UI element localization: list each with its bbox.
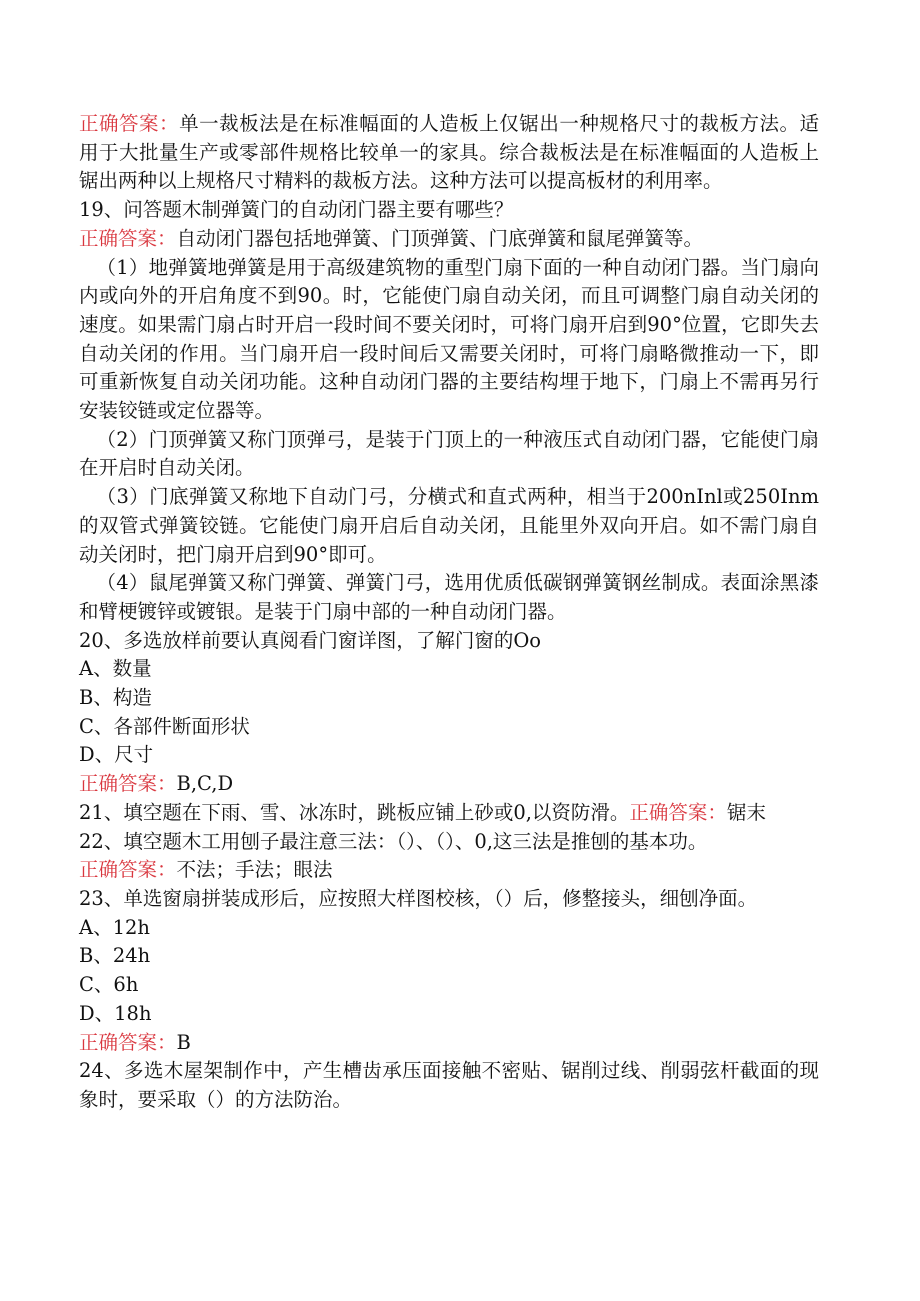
answer-label: 正确答案： xyxy=(79,772,177,796)
answer-label: 正确答案： xyxy=(79,858,177,882)
q19-answer xyxy=(79,225,819,254)
q24-question: 24、多选木屋架制作中，产生槽齿承压面接触不密贴、锯削过线、削弱弦杆截面的现象时，要采取（）的方法防治。 xyxy=(79,1059,819,1111)
q19-point-1: （1）地弹簧地弹簧是用于高级建筑物的重型门扇下面的一种自动闭门器。当门扇向内或向外的开启角度不到90。时，它能使门扇自动关闭，而且可调整门扇自动关闭的速度。如果需门扇占时开启一段时间不要关闭时，可将门扇开启到90°位置，它即失去自动关闭的作用。当门扇开启一段时间后又需要关闭时，可将门扇略微推动一下，即可重新恢复自动关闭功能。这种自动闭门器的主要结构埋于地下，门扇上不需再另行安装铰链或定位器等。 xyxy=(79,255,819,423)
answer-text: 单一裁板法是在标准幅面的人造板上仅锯出一种规格尺寸的裁板方法。适用于大批量生产或零部件规格比较单一的家具。综合裁板法是在标准幅面的人造板上锯出两种以上规格尺寸精料的裁板方法。这种方法可以提高板材的利用率。 xyxy=(79,112,819,193)
q19-point-4: （4）鼠尾弹簧又称门弹簧、弹簧门弓，选用优质低碳钢弹簧钢丝制成。表面涂黑漆和臂梗镀锌或镀银。是装于门扇中部的一种自动闭门器。 xyxy=(79,571,819,623)
document-page xyxy=(79,110,819,1115)
q20-option-b: B、构造 xyxy=(79,686,152,710)
q23-option-d: D、18h xyxy=(79,1001,152,1025)
answer-text: B xyxy=(176,1030,191,1054)
q23-answer xyxy=(79,1029,819,1058)
q20-question: 20、多选放样前要认真阅看门窗详图，了解门窗的Oo xyxy=(79,628,542,652)
q21-item xyxy=(79,799,819,828)
answer-text: 不法；手法；眼法 xyxy=(176,858,333,882)
q19-question: 19、问答题木制弹簧门的自动闭门器主要有哪些？ xyxy=(79,198,514,222)
q18-answer xyxy=(79,110,819,196)
q20-option-d: D、尺寸 xyxy=(79,743,154,767)
q19-point-3: （3）门底弹簧又称地下自动门弓，分横式和直式两种，相当于200nInl或250Inm的双管式弹簧铰链。它能使门扇开启后自动关闭，且能里外双向开启。如不需门扇自动关闭时，把门扇开启到90°即可。 xyxy=(79,485,819,566)
q23-question: 23、单选窗扇拼装成形后，应按照大样图校核，（）后，修整接头，细刨净面。 xyxy=(79,886,758,910)
answer-text: 自动闭门器包括地弹簧、门顶弹簧、门底弹簧和鼠尾弹簧等。 xyxy=(176,226,704,250)
answer-text: 锯末 xyxy=(726,800,766,824)
answer-label: 正确答案： xyxy=(79,112,180,135)
q20-answer xyxy=(79,770,819,799)
answer-label: 正确答案： xyxy=(79,226,177,250)
q23-option-b: B、24h xyxy=(79,944,151,968)
q19-point-2: （2）门顶弹簧又称门顶弹弓，是装于门顶上的一种液压式自动闭门器，它能使门扇在开启时自动关闭。 xyxy=(79,427,819,480)
q23-option-a: A、12h xyxy=(79,915,150,939)
q21-question: 21、填空题在下雨、雪、冰冻时，跳板应铺上砂或0,以资防滑。 xyxy=(79,800,630,824)
q22-question: 22、填空题木工用刨子最注意三法：（）、（）、0,这三法是推刨的基本功。 xyxy=(79,829,708,853)
q23-option-c: C、6h xyxy=(79,973,139,997)
q20-option-a: A、数量 xyxy=(79,657,152,681)
answer-text: B,C,D xyxy=(176,772,234,796)
answer-label: 正确答案： xyxy=(629,800,727,824)
q22-answer xyxy=(79,856,819,885)
answer-label: 正确答案： xyxy=(79,1030,177,1054)
q20-option-c: C、各部件断面形状 xyxy=(79,714,250,738)
